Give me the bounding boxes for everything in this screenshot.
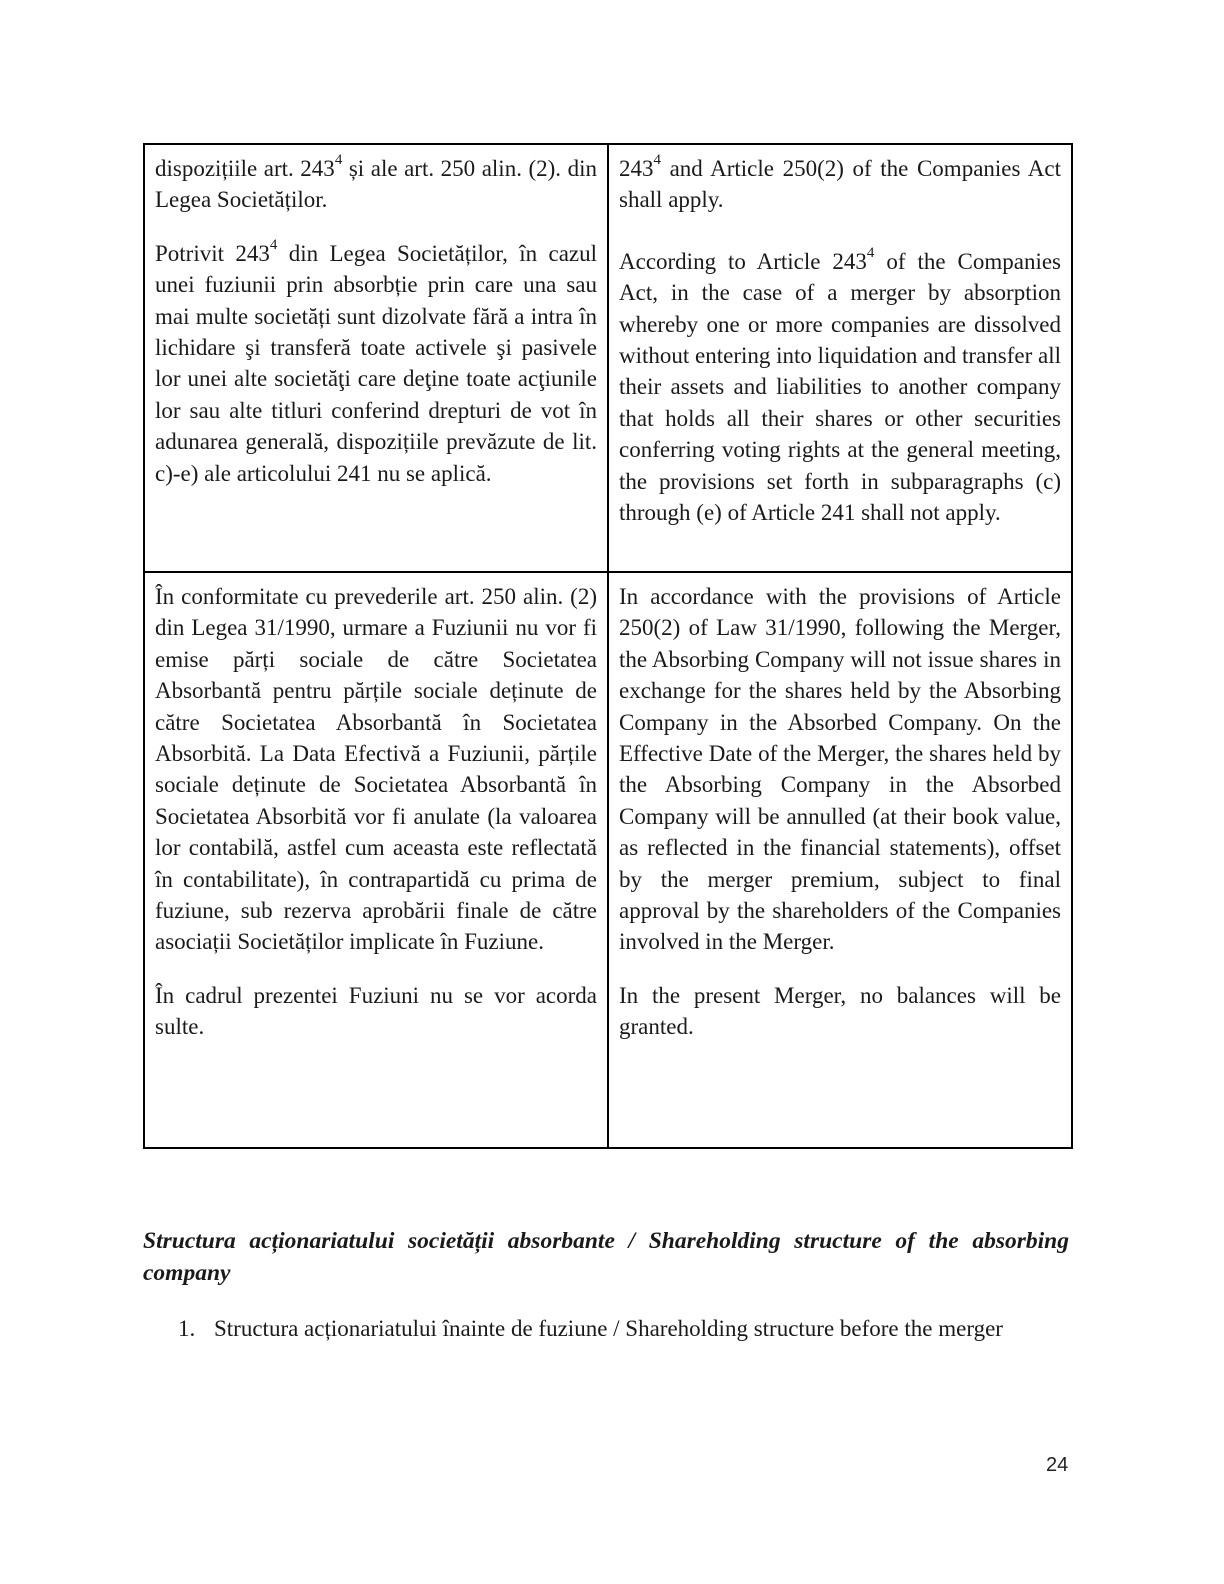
text-fragment: din Legea Societăților, în cazul unei fuziunii prin absorbție prin care una sau mai multe societăți sunt dizolvate fără a intra în lichidare şi transferă toate activele şi pasivele lor unei alte societăţi care deţine toate acţiunile lor sau alte titluri conferind drepturi de vot în adunarea generală, dispozițiile prevăzute de lit. c)-e) ale articolului 241 nu se aplică. <box>155 240 597 486</box>
bilingual-table <box>143 143 1073 1149</box>
table-row <box>144 144 1072 572</box>
english-paragraph: In accordance with the provisions of Article 250(2) of Law 31/1990, following the Merger, the Absorbing Company will not issue shares in exchange for the shares held by the Absorbing Company in the Absorbed Company. On the Effective Date of the Merger, the shares held by the Absorbing Company in the Absorbed Company will be annulled (at their book value, as reflected in the financial statements), offset by the merger premium, subject to final approval by the shareholders of the Companies involved in the Merger. <box>619 584 1061 955</box>
list-item <box>178 1313 1003 1344</box>
superscript: 4 <box>866 245 875 262</box>
superscript: 4 <box>269 237 278 254</box>
romanian-cell <box>144 144 608 572</box>
text-fragment: of the Companies Act, in the case of a merger by absorption whereby one or more companies are dissolved without entering into liquidation and transfer all their assets and liabilities to another company that holds all their shares or other securities conferring voting rights at the general meeting, the provisions set forth in subparagraphs (c) through (e) of Article 241 shall not apply. <box>619 248 1062 526</box>
superscript: 4 <box>334 152 343 169</box>
text-fragment: and Article 250(2) of the Companies Act shall apply. <box>619 156 1061 213</box>
romanian-paragraph <box>155 238 597 489</box>
romanian-paragraph: În cadrul prezentei Fuziuni nu se vor acorda sulte. <box>155 982 597 1040</box>
english-cell <box>608 144 1072 572</box>
text-fragment: Potrivit 243 <box>155 240 270 266</box>
english-paragraph: In the present Merger, no balances will be granted. <box>619 982 1061 1040</box>
section-heading: Structura acționariatului societății absorbante / Shareholding structure of the absorbing company <box>143 1228 1069 1286</box>
superscript: 4 <box>653 152 661 169</box>
romanian-paragraph <box>155 153 597 216</box>
list-number: 1. <box>178 1316 196 1341</box>
english-paragraph <box>619 153 1061 216</box>
romanian-cell <box>144 572 608 1148</box>
english-cell <box>608 572 1072 1148</box>
page-number: 24 <box>1046 1454 1069 1476</box>
list-item-text: Structura acționariatului înainte de fuziune / Shareholding structure before the merger <box>214 1316 1003 1341</box>
table-row <box>144 572 1072 1148</box>
text-fragment: dispozițiile art. 243 <box>155 156 335 181</box>
romanian-paragraph: În conformitate cu prevederile art. 250 alin. (2) din Legea 31/1990, urmare a Fuziunii nu vor fi emise părți sociale de către Societatea Absorbantă pentru părțile sociale deținute de către Societatea Absorbantă în Societatea Absorbită. La Data Efectivă a Fuziunii, părțile sociale deținute de Societatea Absorbantă în Societatea Absorbită vor fi anulate (la valoarea lor contabilă, astfel cum aceasta este reflectată în contabilitate), în contrapartidă cu prima de fuziune, sub rezerva aprobării finale de către asociații Societăților implicate în Fuziune. <box>155 584 597 955</box>
english-paragraph <box>619 246 1061 529</box>
text-fragment: și ale art. 250 alin. (2). din Legea Societăților. <box>155 156 597 213</box>
text-fragment: 243 <box>619 156 654 181</box>
text-fragment: According to Article 243 <box>619 248 867 274</box>
